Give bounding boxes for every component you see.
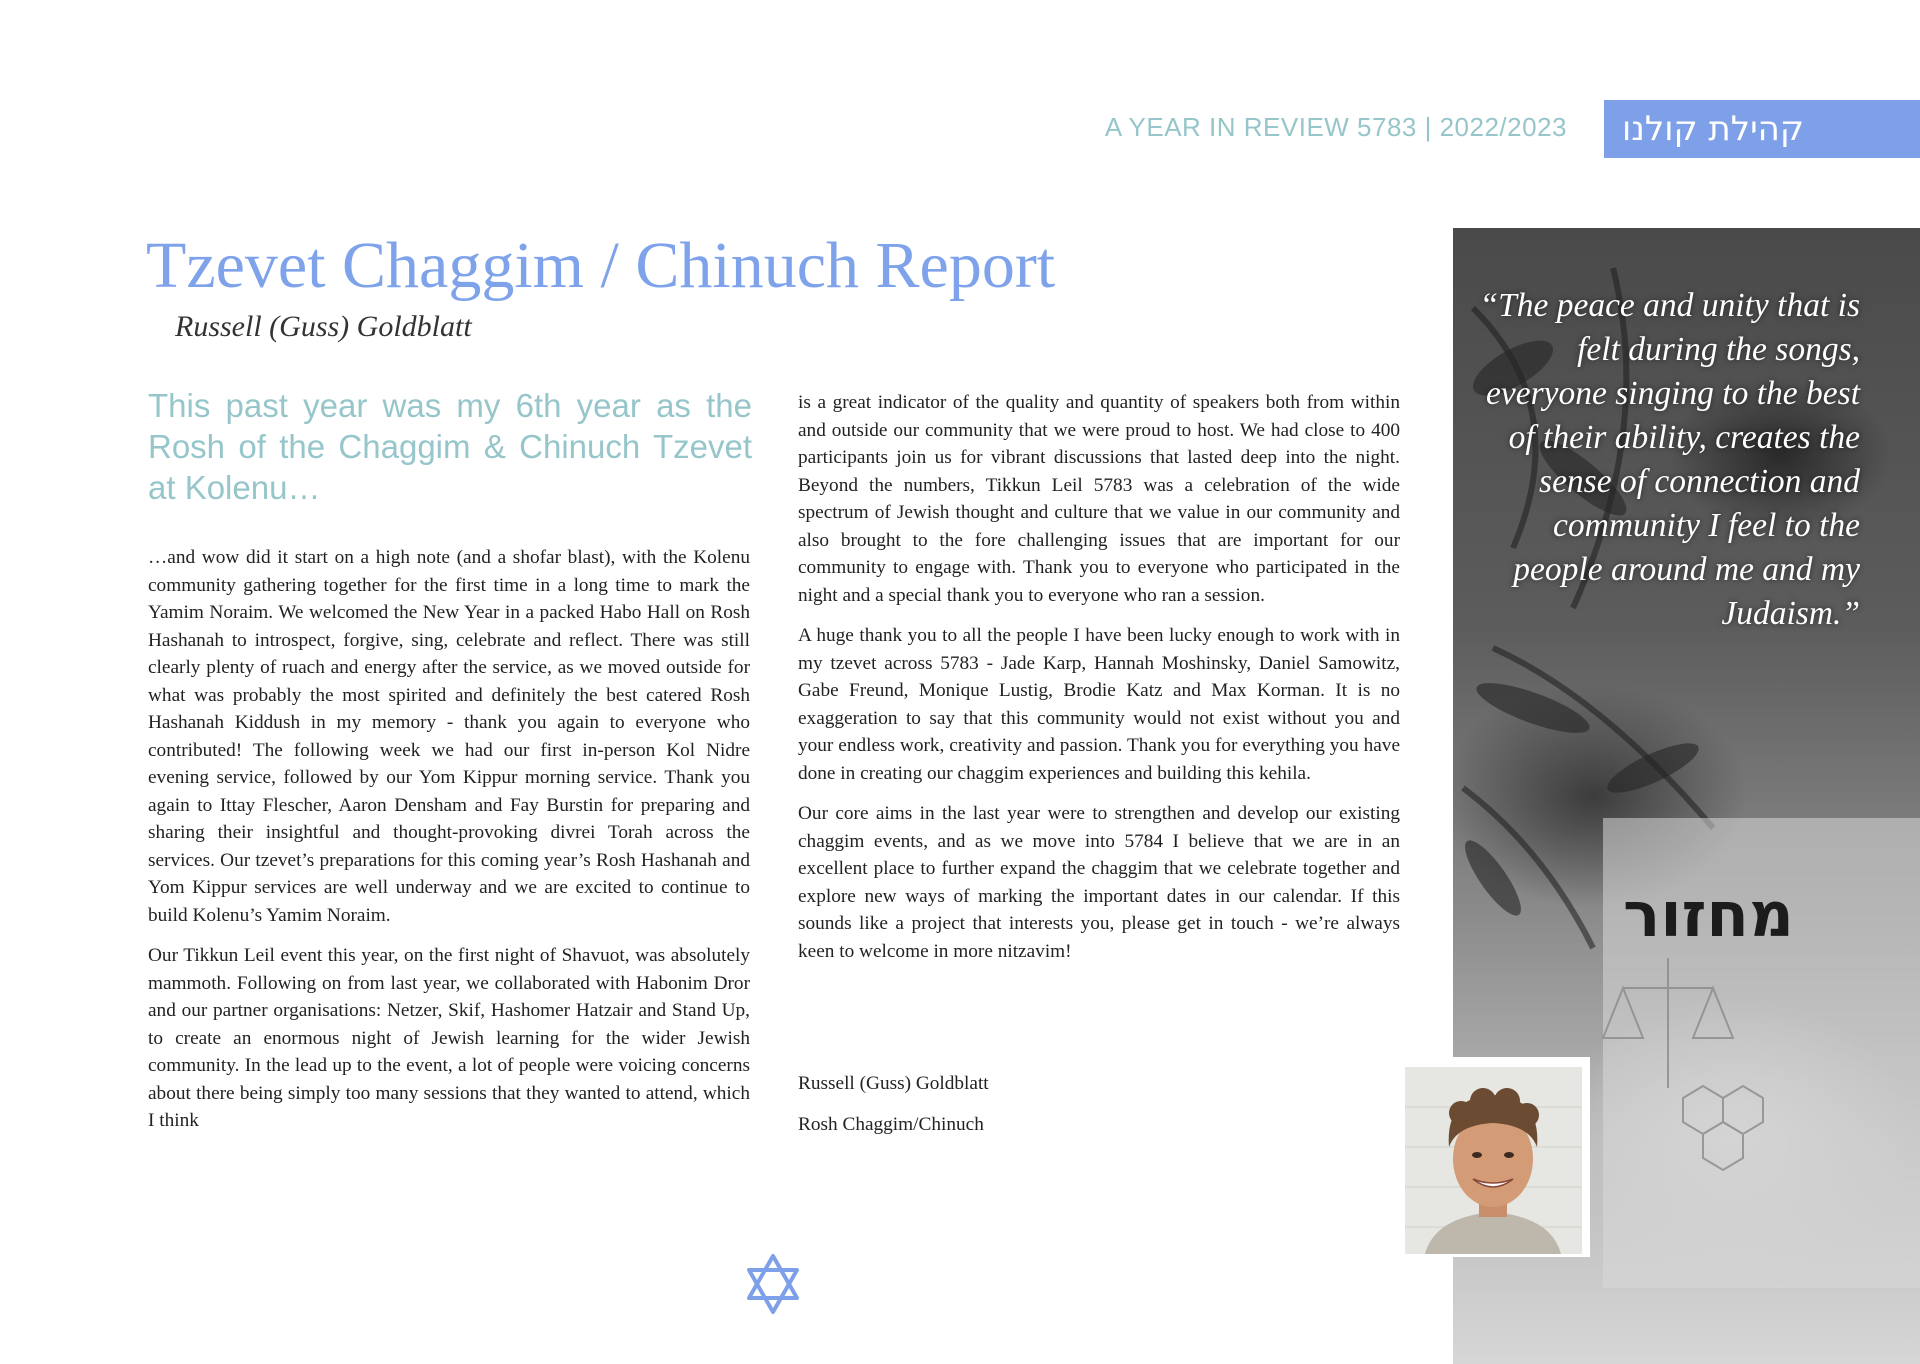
portrait-illustration — [1405, 1067, 1582, 1254]
star-of-david-icon — [745, 1252, 801, 1321]
book-hebrew-title: מחזור — [1623, 878, 1794, 951]
header-hebrew-text: קהילת קולנו — [1622, 109, 1805, 149]
body-paragraph: Our Tikkun Leil event this year, on the first night of Shavuot, was absolutely mammoth. Following on from last year, we collaborated with Habonim Dror and our partner organisations: Netzer, Skif, Hashomer Hatzair and Stand Up, to create an enormous night of Jewish learning for the wider Jewish community. In the lead up to the event, a lot of people were voicing concerns about there being simply too many sessions that they wanted to attend, which I think — [148, 945, 750, 1131]
right-column — [798, 389, 1400, 978]
header-hebrew-tab — [1604, 100, 1920, 158]
left-column — [148, 544, 750, 1148]
pull-quote: “The peace and unity that is felt during the songs, everyone singing to the best of their ability, creates the sense of connection and community I feel to the people around me and my Judaism.” — [1479, 287, 1860, 632]
portrait-photo — [1405, 1067, 1582, 1254]
author-portrait — [1400, 1057, 1590, 1257]
body-paragraph: …and wow did it start on a high note (and a shofar blast), with the Kolenu community gathering together for the first time in a long time to mark the Yamim Noraim. We welcomed the New Year in a packed Habo Hall on Rosh Hashanah to introspect, forgive, sing, celebrate and reflect. There was still clearly plenty of ruach and energy after the service, as we moved outside for what was probably the most spirited and definitely the best catered Rosh Hashanah Kiddush in my memory - thank you again to everyone who contributed! The following week we had our first in-person Kol Nidre evening service, followed by our Yom Kippur morning service. Thank you again to Ittay Flescher, Aaron Densham and Fay Burstin for preparing and sharing their insightful and thought-provoking divrei Torah across the services. Our tzevet’s preparations for this coming year’s Rosh Hashanah and Yom Kippur services are well underway and we are excited to continue to build Kolenu’s Yamim Noraim. — [148, 547, 750, 926]
signoff-role: Rosh Chaggim/Chinuch — [798, 1114, 984, 1135]
signoff-name: Russell (Guss) Goldblatt — [798, 1073, 989, 1094]
author-byline: Russell (Guss) Goldblatt — [175, 310, 472, 343]
header-review-label: A YEAR IN REVIEW 5783 | 2022/2023 — [1104, 112, 1567, 142]
body-paragraph: Our core aims in the last year were to strengthen and develop our existing chaggim events, and as we move into 5784 I believe that we are in an excellent place to further expand the chaggim that we celebrate together and explore new ways of marking the important dates in our calendar. If this sounds like a project that interests you, please get in touch - we’re always keen to welcome in more nitzavim! — [798, 803, 1400, 962]
body-paragraph: A huge thank you to all the people I have been lucky enough to work with in my tzevet across 5783 - Jade Karp, Hannah Moshinsky, Daniel Samowitz, Gabe Freund, Monique Lustig, Brodie Katz and Max Korman. It is no exaggeration to say that this community would not exist without you and your endless work, creativity and passion. Thank you for everything you have done in creating our chaggim experiences and building this kehila. — [798, 625, 1400, 784]
lead-paragraph: This past year was my 6th year as the Rosh of the Chaggim & Chinuch Tzevet at Kolenu… — [148, 387, 752, 506]
page-title: Tzevet Chaggim / Chinuch Report — [146, 229, 1056, 302]
body-paragraph: is a great indicator of the quality and quantity of speakers both from within and outside our community that we were proud to host. We had close to 400 participants join us for vibrant discussions that lasted deep into the night. Beyond the numbers, Tikkun Leil 5783 was a celebration of the wide spectrum of Jewish thought and culture that we value in our community and also brought to the fore challenging issues that are important for our community to engage with. Thank you to everyone who participated in the night and a special thank you to everyone who ran a session. — [798, 392, 1400, 606]
